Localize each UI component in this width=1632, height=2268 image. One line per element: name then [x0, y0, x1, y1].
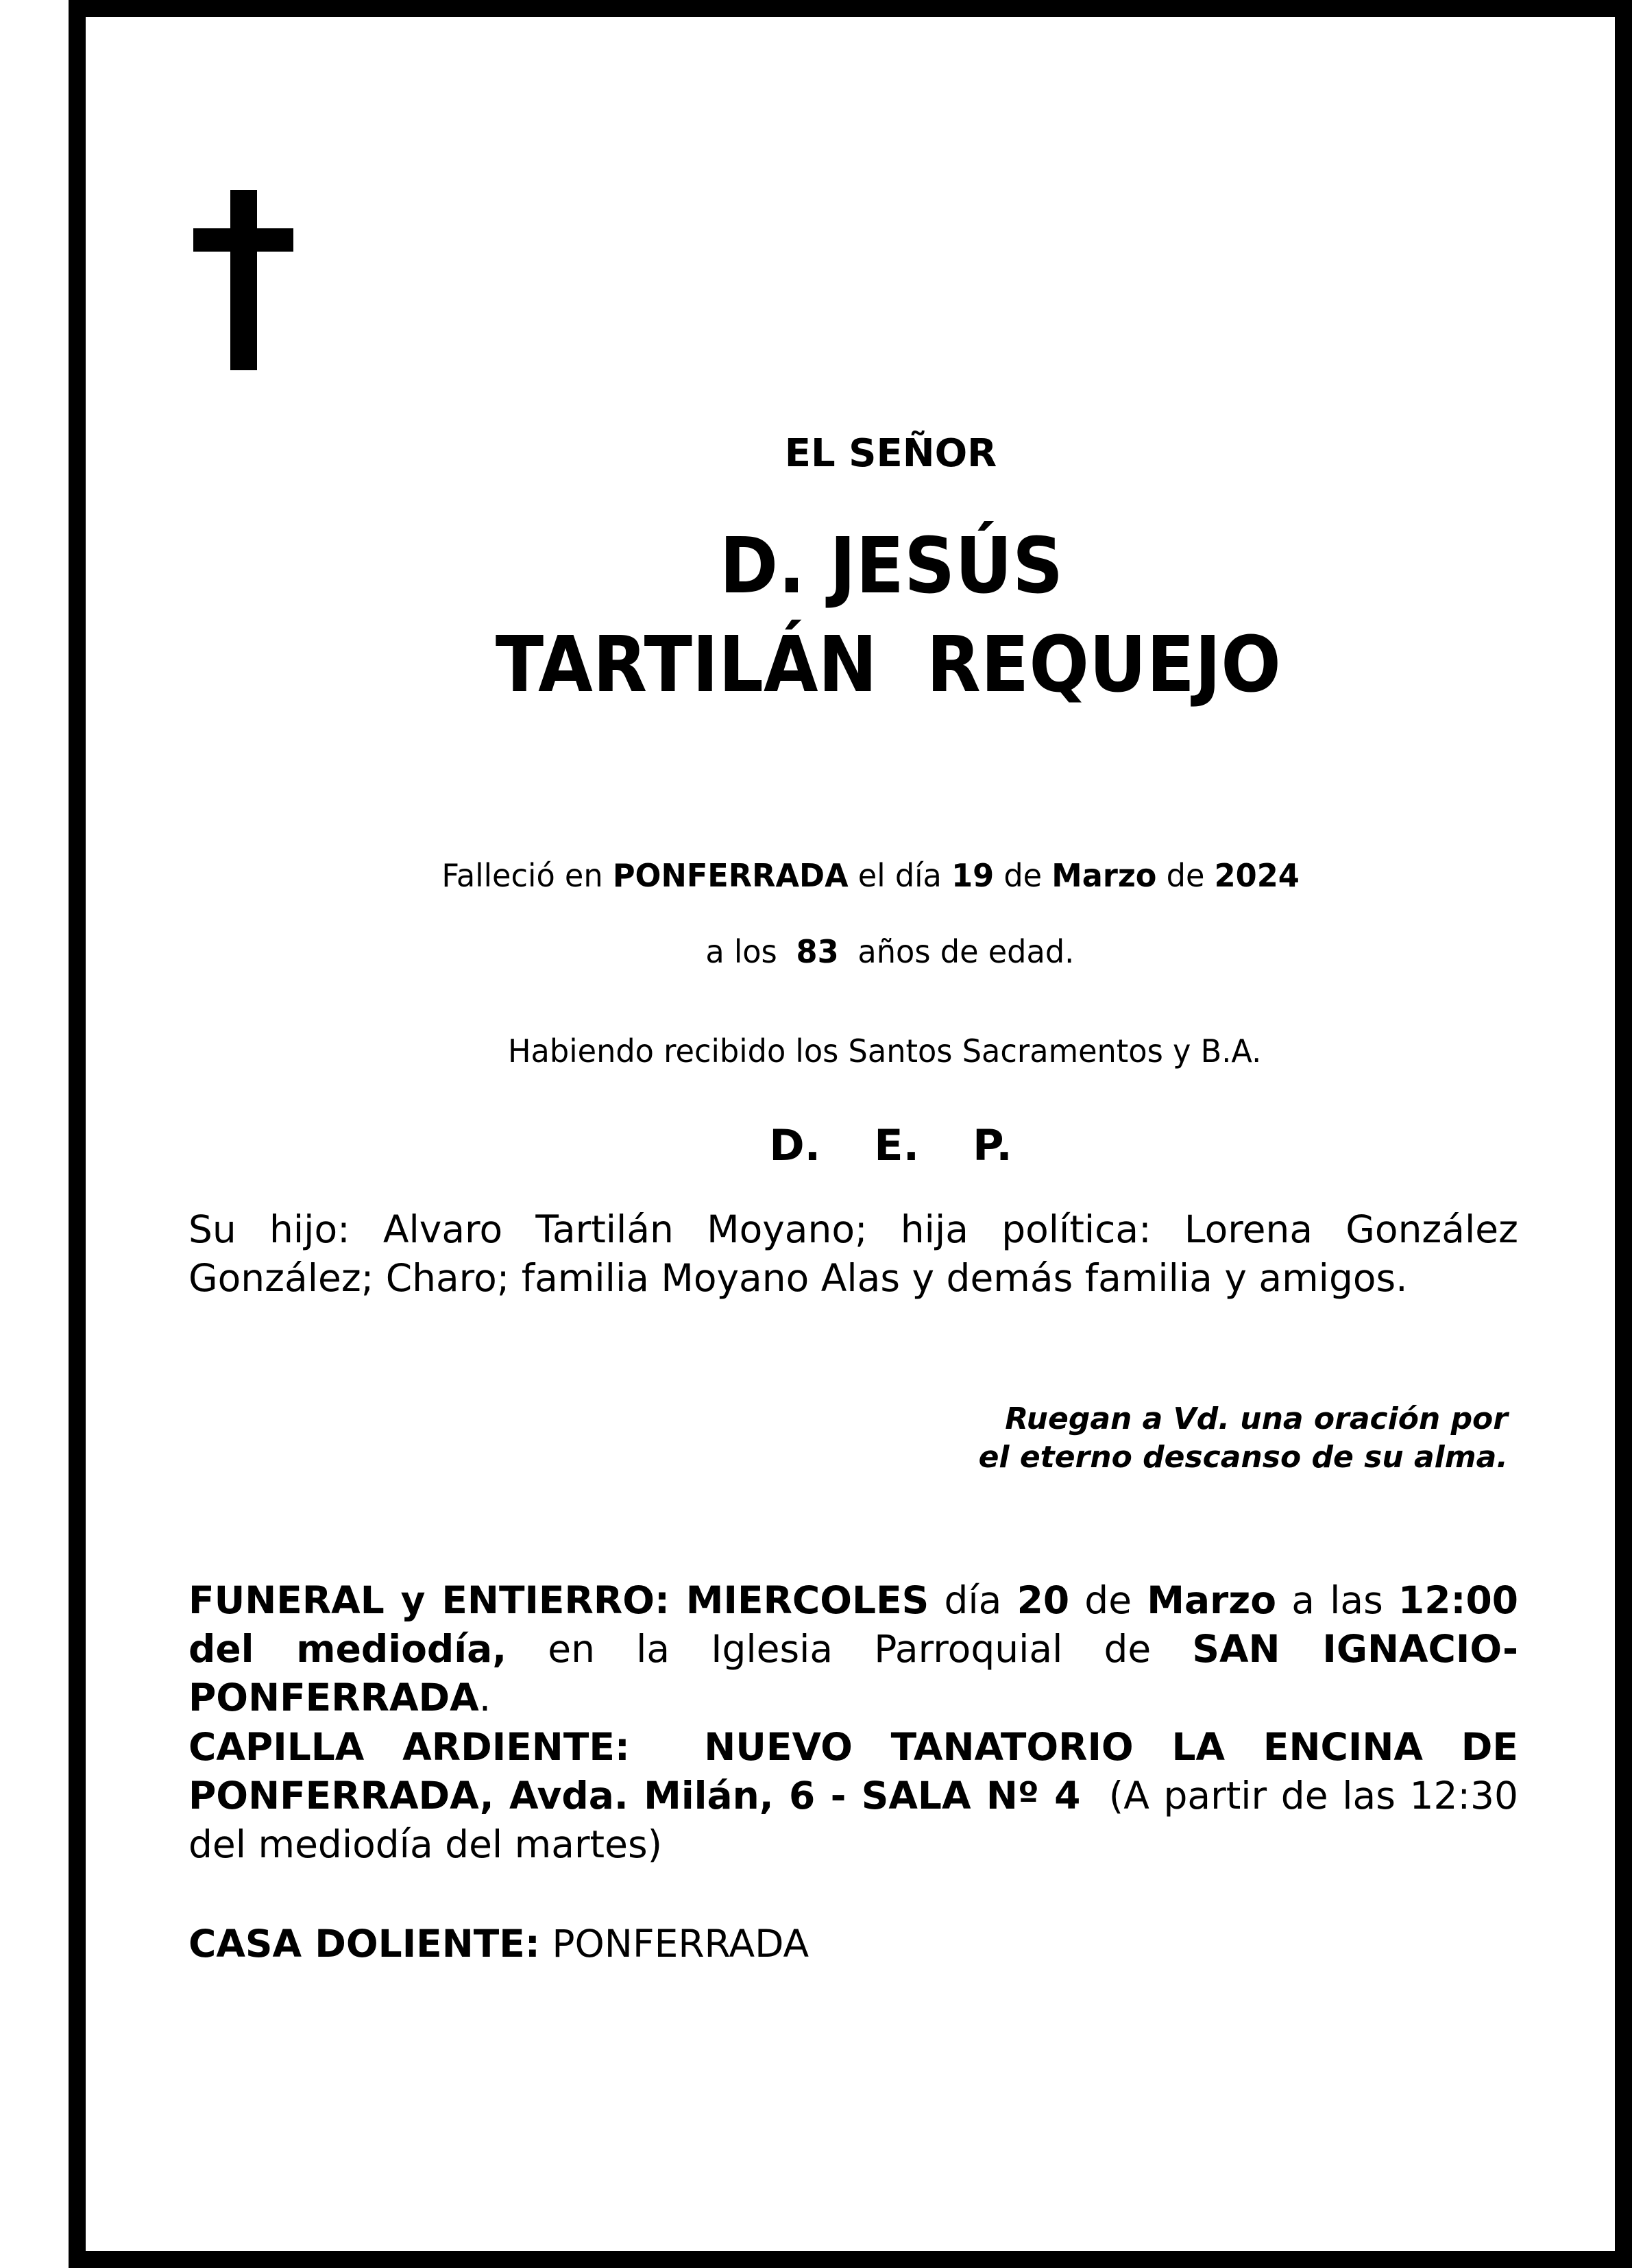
funeral-time: 12:00 del mediodía, — [188, 1578, 1518, 1671]
prayer-line-2: el eterno descanso de su alma. — [978, 1440, 1508, 1475]
funeral-t2: de — [1069, 1578, 1147, 1622]
prayer-line-1: Ruegan a Vd. una oración por — [1005, 1401, 1508, 1436]
casa-label: CASA DOLIENTE: — [188, 1922, 540, 1966]
death-prefix: Falleció en — [441, 857, 613, 894]
dep-initials — [0, 1120, 1632, 1170]
funeral-t1: día — [929, 1578, 1017, 1622]
sacraments-text: Habiendo recibido los Santos Sacramentos y B.A. — [507, 1033, 1262, 1070]
sacraments-line — [0, 1033, 1632, 1070]
deceased-name-first-text: D. JESÚS — [719, 522, 1064, 611]
funeral-day: 20 — [1016, 1578, 1070, 1622]
death-day: 19 — [951, 857, 995, 894]
prayer-request — [960, 1400, 1508, 1477]
cross-icon-vertical-bar — [230, 190, 257, 370]
funeral-t4: en la Iglesia Parroquial de — [507, 1627, 1193, 1671]
casa-value: PONFERRADA — [539, 1922, 809, 1966]
death-mid1: el día — [849, 857, 952, 894]
casa-doliente — [188, 1920, 1518, 1968]
death-date-line — [0, 857, 1632, 894]
dep-initial-e: E. — [874, 1120, 920, 1170]
family-paragraph — [188, 1205, 1518, 1303]
cross-icon-horizontal-bar — [193, 228, 293, 252]
age-line — [0, 933, 1632, 970]
death-mid3: de — [1156, 857, 1215, 894]
dep-initial-p: P. — [973, 1120, 1012, 1170]
funeral-place: SAN IGNACIO- PONFERRADA — [188, 1627, 1518, 1720]
death-mid2: de — [994, 857, 1052, 894]
capilla-label: CAPILLA ARDIENTE: — [188, 1725, 630, 1769]
deceased-name-surnames — [0, 620, 1632, 710]
family-text: Su hijo: Alvaro Tartilán Moyano; hija política: Lorena González González; Charo; familia Moyano Alas y demás familia y amigos. — [188, 1207, 1518, 1300]
dep-initial-d: D. — [769, 1120, 821, 1170]
deceased-name-surnames-text: TARTILÁN REQUEJO — [495, 620, 1281, 710]
age-value: 83 — [796, 933, 839, 970]
capilla-venue: NUEVO TANATORIO LA ENCINA DE PONFERRADA, Avda. Milán, 6 - SALA Nº 4 — [188, 1725, 1518, 1818]
capilla-note: (A partir de las 12:30 del mediodía del martes) — [188, 1774, 1518, 1866]
deceased-name-first — [0, 522, 1632, 611]
death-year: 2024 — [1215, 857, 1300, 894]
death-date-line-text — [441, 857, 1300, 894]
funeral-paragraph — [188, 1576, 1518, 1722]
death-place: PONFERRADA — [613, 857, 849, 894]
capilla-paragraph — [188, 1723, 1518, 1869]
death-month: Marzo — [1051, 857, 1157, 894]
honorific-title: EL SEÑOR — [784, 431, 997, 476]
funeral-label: FUNERAL y ENTIERRO: MIERCOLES — [188, 1578, 929, 1622]
age-line-text — [705, 933, 1075, 970]
funeral-t3: a las — [1276, 1578, 1398, 1622]
funeral-month: Marzo — [1147, 1578, 1277, 1622]
age-suffix: años de edad. — [848, 933, 1075, 970]
age-prefix: a los — [705, 933, 788, 970]
funeral-t5: . — [478, 1676, 491, 1720]
